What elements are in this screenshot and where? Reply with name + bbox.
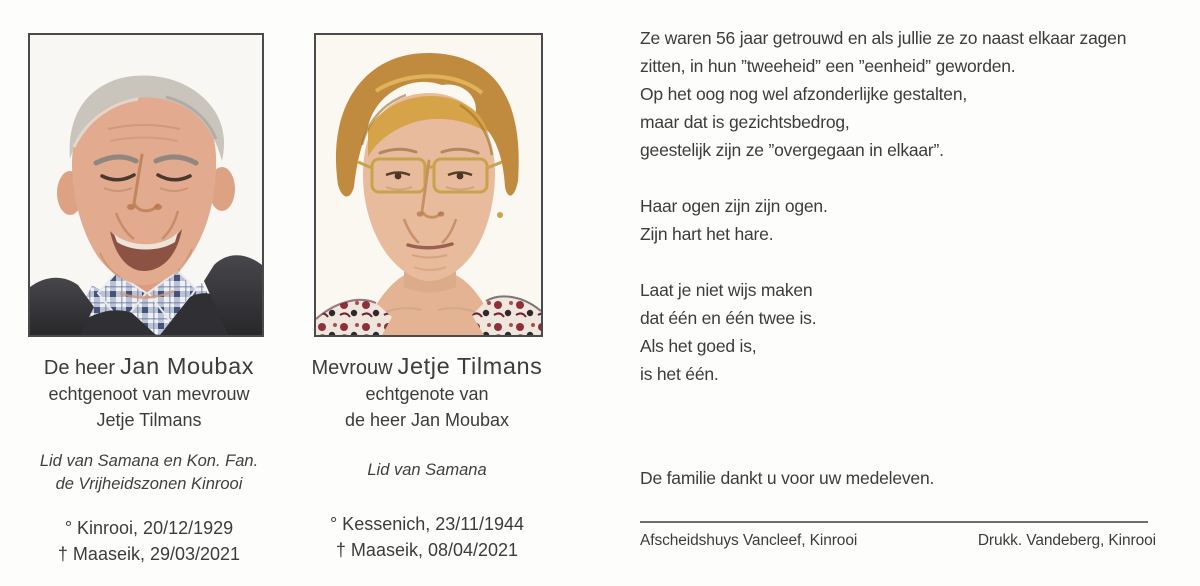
relation-line: Jetje Tilmans	[96, 410, 202, 430]
person-name-line	[8, 352, 290, 381]
poem-line: geestelijk zijn ze ”overgegaan in elkaar”.	[640, 140, 944, 160]
poem-line: Zijn hart het hare.	[640, 224, 774, 244]
person-title: De heer	[43, 357, 116, 379]
membership-line: de Vrijheidszonen Kinrooi	[55, 475, 243, 493]
birth-line: ° Kessenich, 23/11/1944	[329, 514, 524, 534]
life-dates	[8, 515, 290, 567]
poem-line: Op het oog nog wel afzonderlijke gestalten,	[640, 84, 968, 104]
poem-line: Als het goed is,	[640, 336, 757, 356]
relation-line: echtgenoot van mevrouw	[48, 384, 250, 404]
caption-jan-moubax	[8, 352, 290, 567]
poem-line: Ze waren 56 jaar getrouwd en als jullie ze zo naast elkaar zagen	[640, 28, 1127, 48]
printer-credit: Drukk. Vandeberg, Kinrooi	[977, 532, 1156, 549]
birth-line: ° Kinrooi, 20/12/1929	[64, 518, 234, 538]
relation-line: echtgenote van	[365, 384, 489, 404]
death-line: † Maaseik, 29/03/2021	[57, 544, 241, 564]
portrait-woman-illustration	[316, 35, 541, 335]
poem-text	[640, 24, 1180, 388]
funeral-home-credit: Afscheidshuys Vancleef, Kinrooi	[640, 532, 858, 549]
poem-line: Laat je niet wijs maken	[640, 280, 813, 300]
poem-stanza	[640, 276, 1180, 388]
poem-line: maar dat is gezichtsbedrog,	[640, 112, 850, 132]
person-title: Mevrouw	[311, 357, 393, 379]
membership-block	[8, 450, 290, 496]
photo-jetje-tilmans	[314, 33, 543, 337]
membership-line: Lid van Samana	[367, 461, 487, 479]
photo-jan-moubax	[28, 33, 264, 337]
death-line: † Maaseik, 08/04/2021	[335, 540, 519, 560]
poem-line: dat één en één twee is.	[640, 308, 817, 328]
person-name: Jan Moubax	[120, 353, 255, 379]
footer	[640, 532, 1156, 550]
membership-line: Lid van Samana en Kon. Fan.	[39, 452, 259, 470]
person-name: Jetje Tilmans	[397, 353, 543, 379]
life-dates	[288, 511, 566, 563]
poem-line: is het één.	[640, 364, 719, 384]
poem-line: zitten, in hun ”tweeheid” een ”eenheid” geworden.	[640, 56, 1016, 76]
membership-block	[288, 459, 566, 482]
poem-line: Haar ogen zijn zijn ogen.	[640, 196, 828, 216]
poem-stanza	[640, 192, 1180, 248]
family-thanks-line: De familie dankt u voor uw medeleven.	[640, 468, 935, 488]
footer-divider	[640, 521, 1148, 523]
caption-jetje-tilmans	[288, 352, 566, 563]
person-name-line	[288, 352, 566, 381]
portrait-man-illustration	[30, 35, 262, 335]
poem-stanza	[640, 24, 1180, 164]
relation-line: de heer Jan Moubax	[344, 410, 510, 430]
